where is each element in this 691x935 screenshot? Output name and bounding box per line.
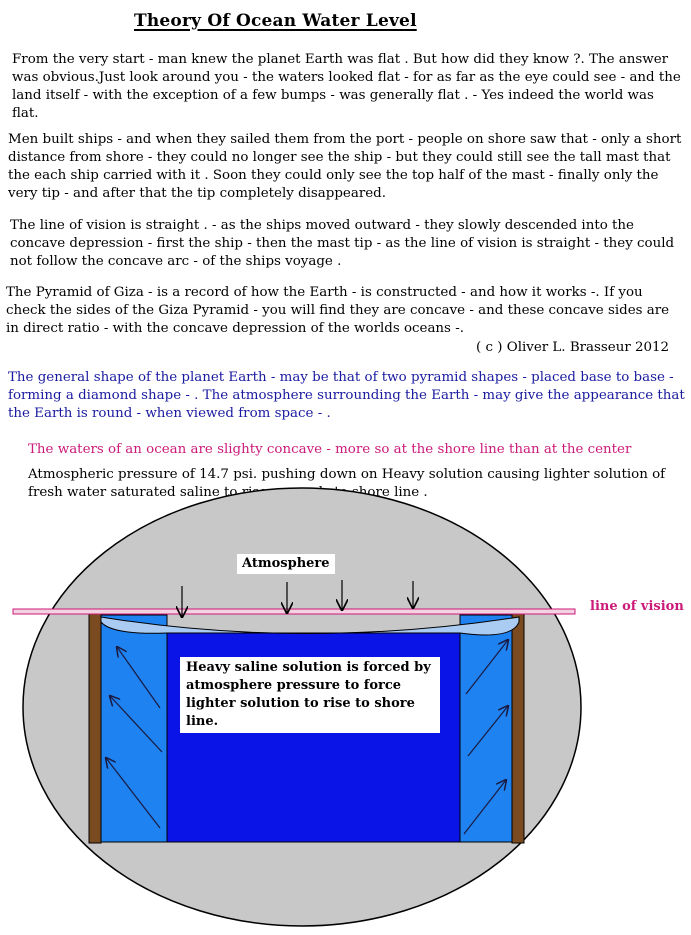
paragraph-flat-earth: From the very start - man knew the planet Earth was flat . But how did they know ?. The answer was obvious.Just look around you - the waters looked flat - for as far as the eye could see - and the land itself - with the exception of a few bumps - was generally flat . - Yes indeed the world was flat.	[12, 52, 681, 121]
right-shore-wall	[512, 613, 524, 843]
copyright-notice: ( c ) Oliver L. Brasseur 2012	[476, 340, 670, 355]
line-of-vision-label: line of vision	[590, 599, 684, 614]
left-shore-wall	[89, 613, 101, 843]
paragraph-earth-shape: The general shape of the planet Earth - may be that of two pyramid shapes - placed base to base - forming a diamond shape - . The atmosphere surrounding the Earth - may give the appearance that the Earth is round - when viewed from space - .	[8, 370, 685, 421]
left-shore-water	[101, 615, 167, 842]
paragraph-pyramid: The Pyramid of Giza - is a record of how the Earth - is constructed - and how it works -. If you check the sides of the Giza Pyramid - you will find they are concave - and these concave sides are in direct ratio - with the concave depression of the worlds oceans -.	[6, 285, 670, 336]
paragraph-concave-heading: The waters of an ocean are slighty concave - more so at the shore line than at the center	[28, 442, 632, 457]
saline-solution-label: Heavy saline solution is forced by atmosphere pressure to force lighter solution to rise to shore line.	[180, 657, 440, 733]
page-title: Theory Of Ocean Water Level	[134, 11, 417, 31]
line-of-vision-bar	[13, 609, 575, 614]
atmosphere-label: Atmosphere	[237, 554, 335, 574]
paragraph-atmospheric-pressure: Atmospheric pressure of 14.7 psi. pushing down on Heavy solution causing lighter solution of fresh water saturated saline to rise upwards to shore line .	[28, 467, 666, 500]
paragraph-ships: Men built ships - and when they sailed them from the port - people on shore saw that - only a short distance from shore - they could no longer see the ship - but they could still see the tall mast that the each ship carried with it . Soon they could only see the top half of the mast - finally only the very tip - and after that the tip completely disappeared.	[8, 132, 682, 201]
right-shore-water	[460, 615, 512, 842]
paragraph-line-of-vision: The line of vision is straight . - as the ships moved outward - they slowly descended into the concave depression - first the ship - then the mast tip - as the line of vision is straight - they could not follow the concave arc - of the ships voyage .	[10, 218, 675, 269]
